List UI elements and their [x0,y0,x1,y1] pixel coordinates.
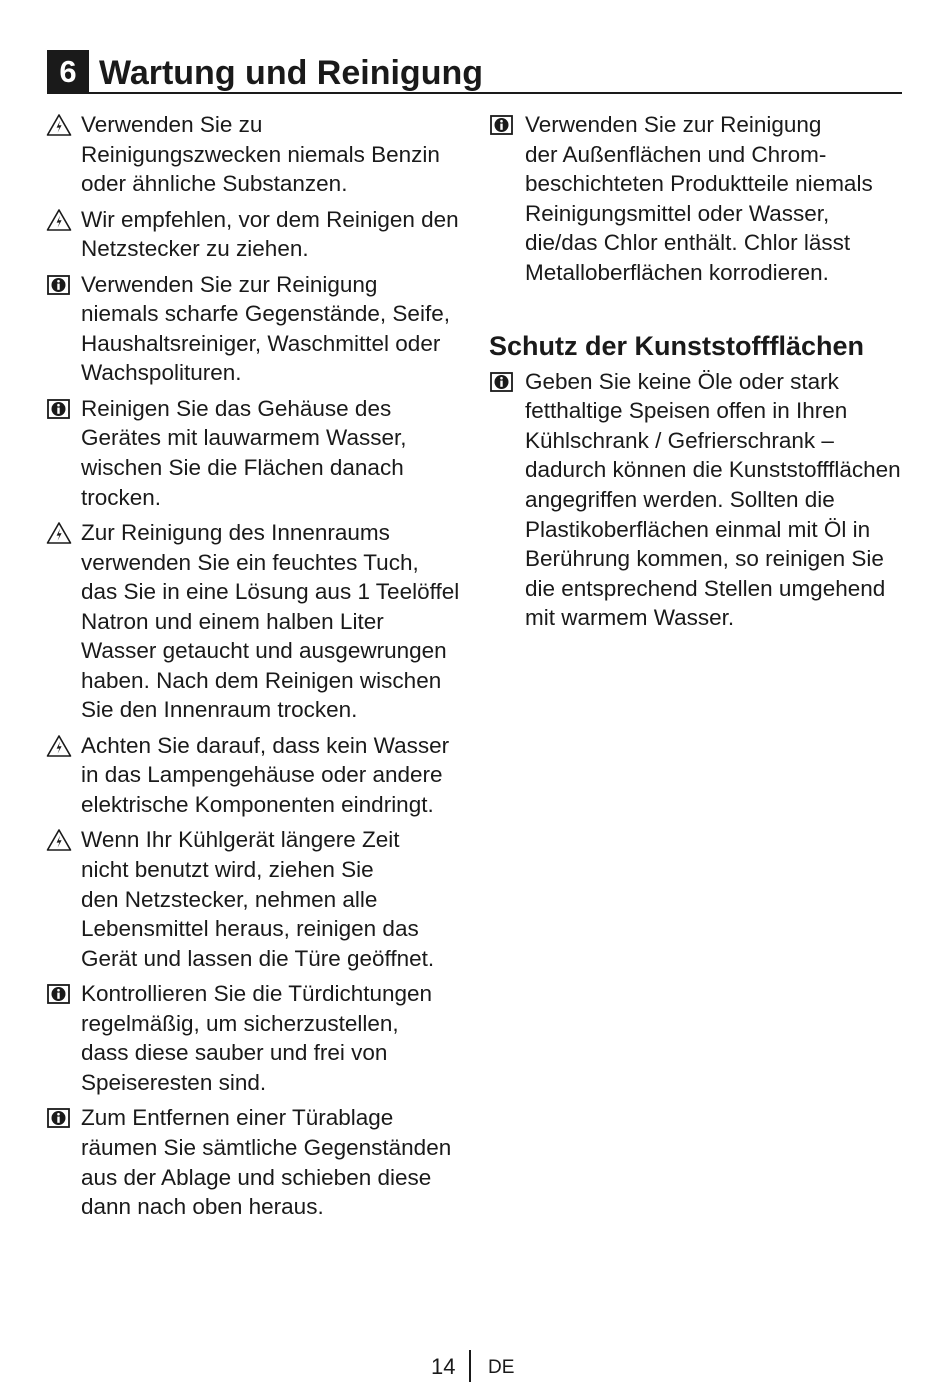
list-item [46,731,466,820]
item-text: Verwenden Sie zur Reinigung der Außenflächen und Chrom- beschichteten Produktteile niemals Reinigungsmittel oder Wasser, die/das Chlor enthält. Chlor lässt Metalloberflächen korrodieren. [525,112,873,285]
item-text: Wenn Ihr Kühlgerät längere Zeit nicht benutzt wird, ziehen Sie den Netzstecker, nehmen alle Lebensmittel heraus, reinigen das Gerät und lassen die Türe geöffnet. [81,827,435,971]
right-column [489,110,909,639]
subsection-title: Schutz der Kunststoffflächen [489,330,865,361]
item-text: Zum Entfernen einer Türablage räumen Sie sämtliche Gegenständen aus der Ablage und schieben diese dann nach oben heraus. [81,1105,452,1220]
warning-icon [46,208,72,232]
section-number: 6 [47,50,89,92]
warning-icon [46,113,72,137]
list-item [46,110,466,199]
warning-icon [46,734,72,758]
item-text: Wir empfehlen, vor dem Reinigen den Netzstecker zu ziehen. [81,206,459,262]
item-text: Reinigen Sie das Gehäuse des Gerätes mit lauwarmem Wasser, wischen Sie die Flächen danach trocken. [81,395,407,510]
item-text: Kontrollieren Sie die Türdichtungen regelmäßig, um sicherzustellen, dass diese sauber und frei von Speiseresten sind. [81,981,433,1095]
item-text: Achten Sie darauf, dass kein Wasser in das Lampengehäuse oder andere elektrische Komponenten eindringt. [81,732,450,818]
list-item [46,979,466,1097]
list-item [46,1103,466,1221]
list-item [46,394,466,512]
list-item [46,518,466,725]
info-icon [489,113,515,137]
left-column [46,110,466,1228]
section-title: Wartung und Reinigung [99,54,483,92]
info-icon [46,397,72,421]
list-item [46,270,466,388]
list-item [46,205,466,264]
section-header [47,50,902,94]
item-text: Verwenden Sie zu Reinigungszwecken niemals Benzin oder ähnliche Substanzen. [81,112,440,197]
info-icon [489,370,515,394]
item-text: Zur Reinigung des Innenraums verwenden Sie ein feuchtes Tuch, das Sie in eine Lösung aus 1 Teelöffel Natron und einem halben Liter Wasser getaucht und ausgewrungen haben. Nach dem Reinigen wischen Sie den Innenraum trocken. [81,519,460,723]
warning-icon [46,521,72,545]
warning-icon [46,828,72,852]
info-icon [46,1106,72,1130]
item-text: Verwenden Sie zur Reinigung niemals scharfe Gegenstände, Seife, Haushaltsreiniger, Waschmittel oder Wachspolituren. [81,271,450,386]
list-item [46,825,466,973]
item-text: Geben Sie keine Öle oder stark fetthaltige Speisen offen in Ihren Kühlschrank / Gefrierschrank – dadurch können die Kunststoffflächen angegriffen werden. Sollten die Plastikoberflächen einmal mit Öl in Berührung kommen, so reinigen Sie die entsprechend Stellen umgehend mit warmem Wasser. [525,368,901,631]
list-item [489,110,909,288]
footer-divider [469,1350,471,1382]
info-icon [46,982,72,1006]
page-footer [0,1348,950,1388]
info-icon [46,273,72,297]
page-number: 14 [431,1354,456,1379]
language-code: DE [488,1357,515,1378]
list-item [489,367,909,633]
